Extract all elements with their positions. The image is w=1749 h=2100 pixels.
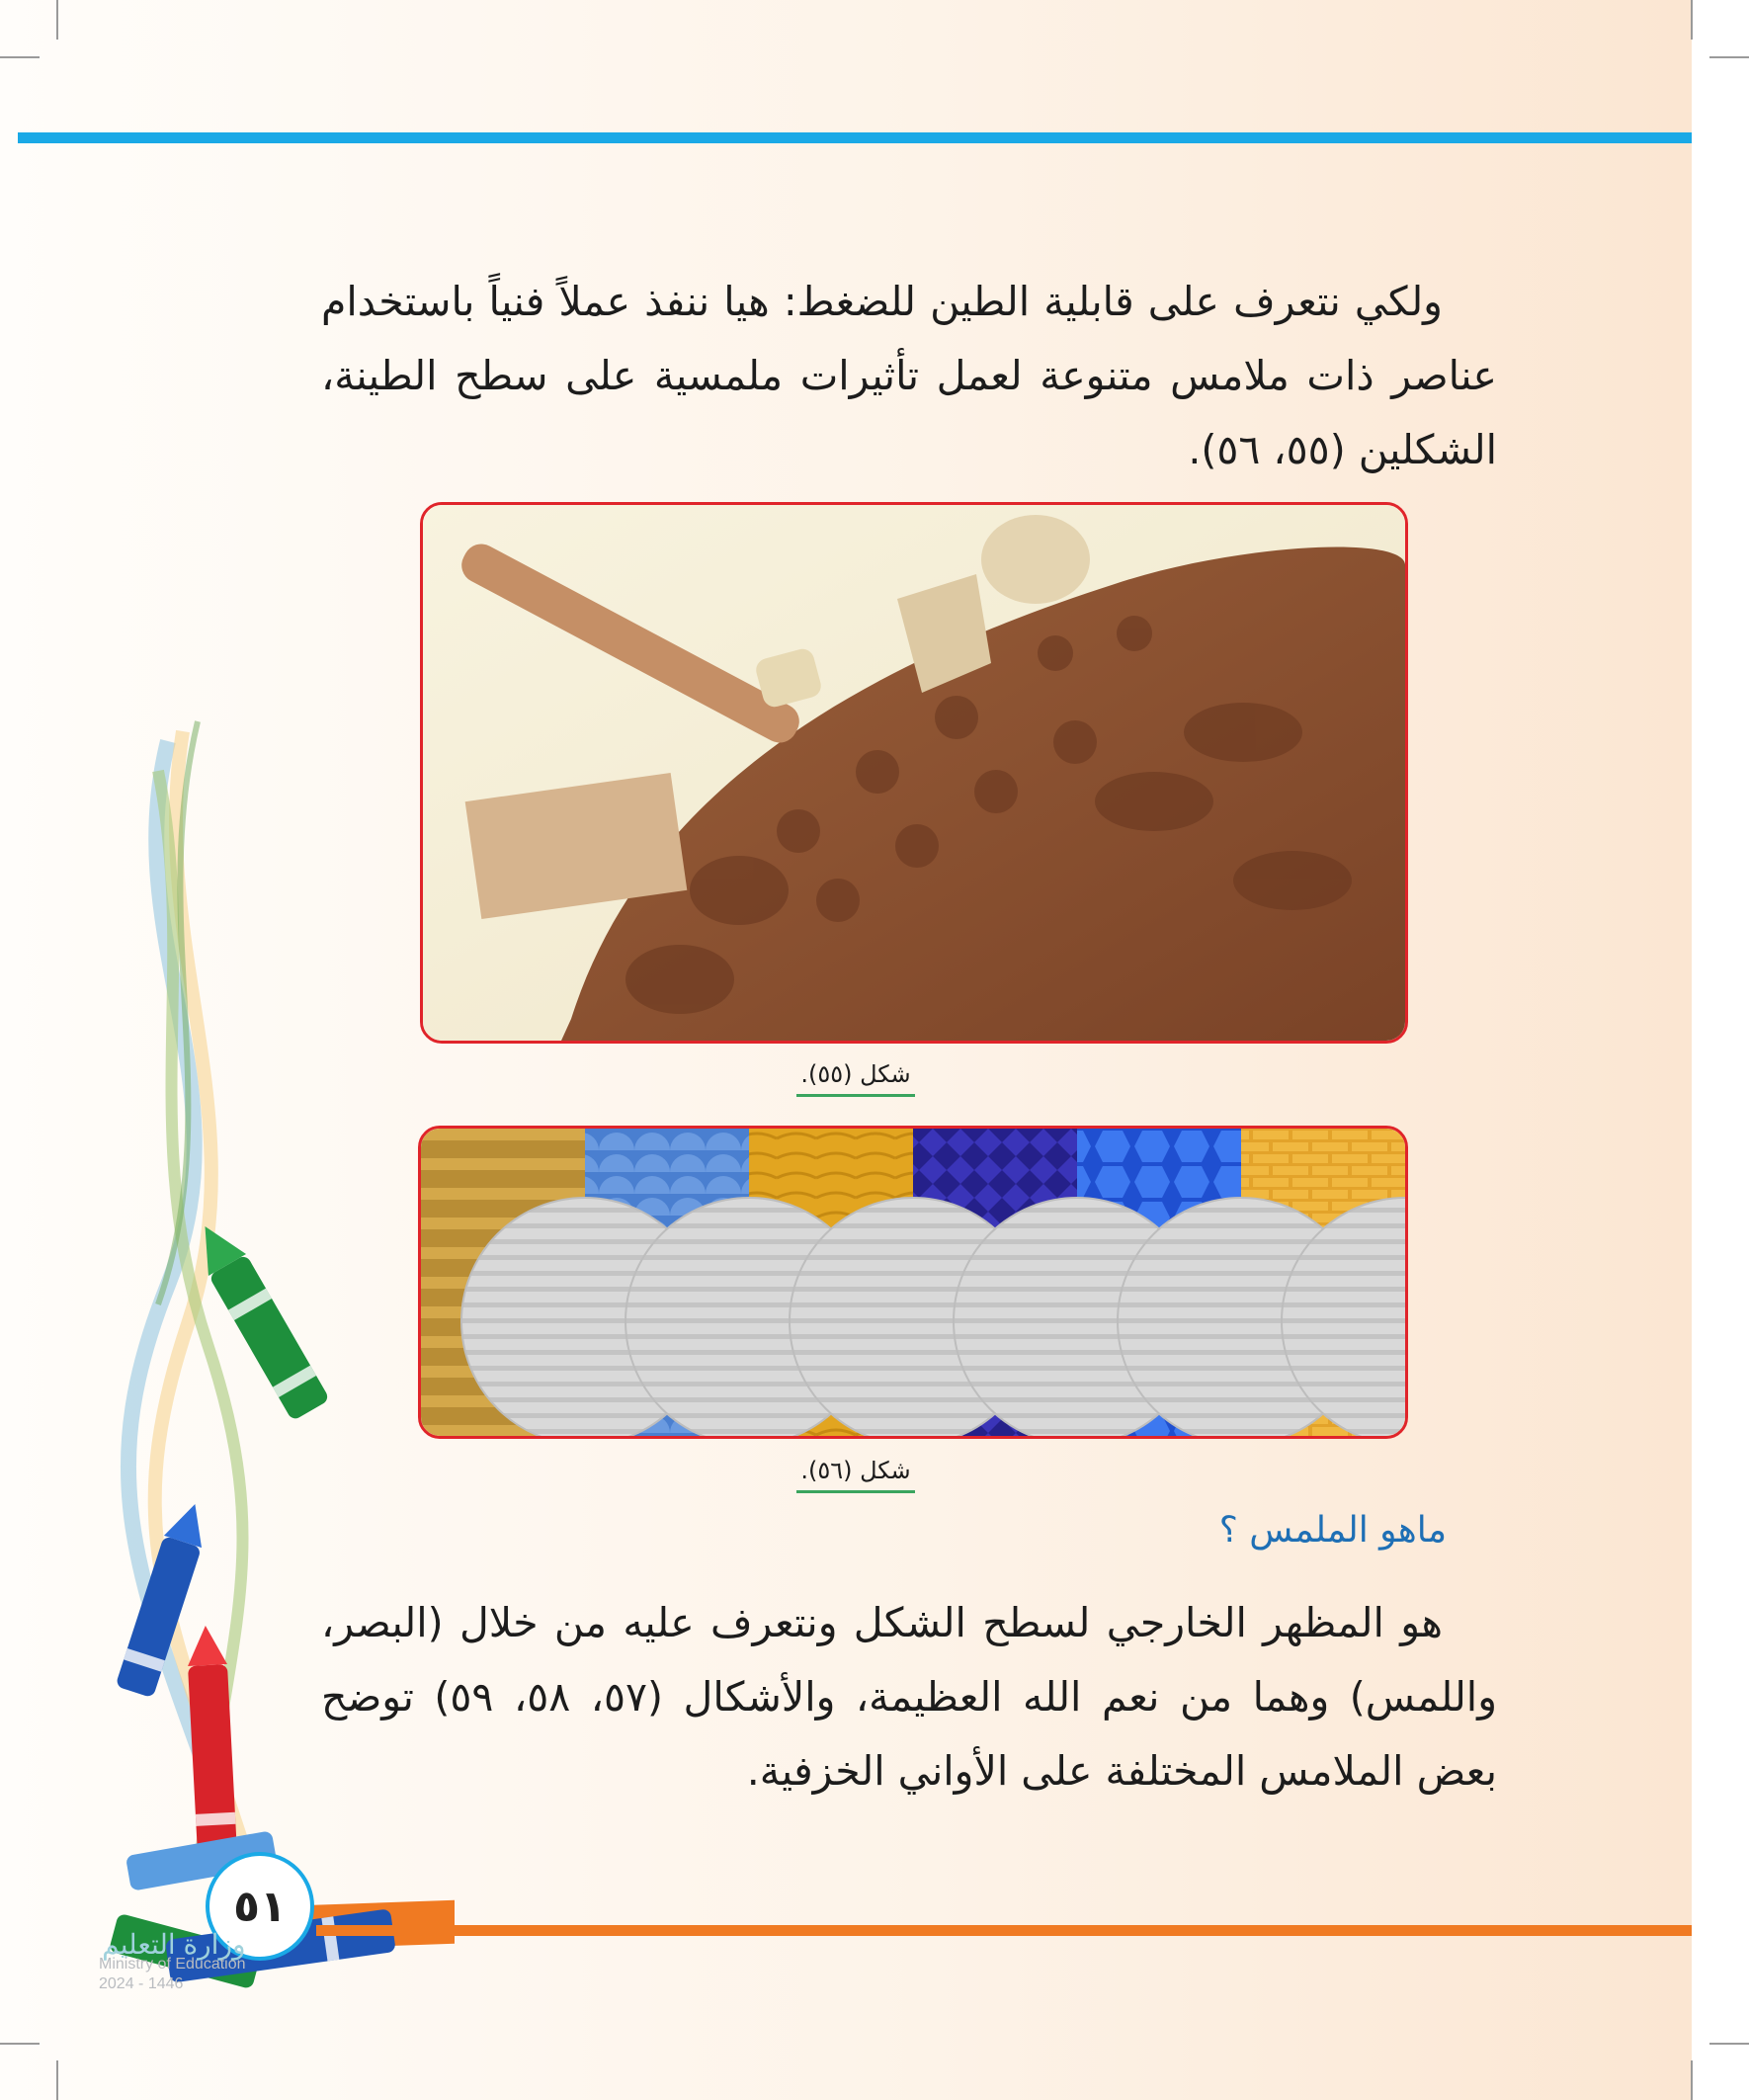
figure-55-image bbox=[420, 502, 1408, 1044]
crayon-green-icon bbox=[186, 1216, 330, 1421]
texture-paragraph-text: هو المظهر الخارجي لسطح الشكل ونتعرف عليه من خلال (البصر، واللمس) وهما من نعم الله العظيمة، والأشكال (٥٧، ٥٨، ٥٩) توضح بعض الملامس المختلفة على الأواني الخزفية. bbox=[321, 1599, 1497, 1795]
figure-56-caption: شكل (٥٦). bbox=[796, 1457, 915, 1493]
ministry-name-en: Ministry of Education bbox=[99, 1956, 246, 1973]
crop-mark bbox=[1709, 2043, 1749, 2045]
page-number-text: ٥١ bbox=[233, 1881, 287, 1932]
figure-56-image bbox=[418, 1126, 1408, 1439]
crop-mark bbox=[56, 0, 58, 40]
texture-paragraph bbox=[321, 1586, 1497, 1808]
section-heading: ماهو الملمس ؟ bbox=[1218, 1510, 1447, 1551]
bottom-rule bbox=[316, 1925, 1692, 1936]
ministry-logo bbox=[99, 1929, 246, 1994]
figure-55-caption: شكل (٥٥). bbox=[796, 1060, 915, 1097]
crop-mark bbox=[56, 2060, 58, 2100]
crayons-decoration bbox=[0, 692, 455, 2026]
intro-paragraph-text: ولكي نتعرف على قابلية الطين للضغط: هيا ننفذ عملاً فنياً باستخدام عناصر ذات ملامس متنوعة لعمل تأثيرات ملمسية على سطح الطينة، الشكلين (٥٥، ٥٦). bbox=[321, 278, 1497, 473]
crop-mark bbox=[0, 56, 40, 58]
intro-paragraph bbox=[321, 265, 1497, 487]
crop-mark bbox=[1691, 2060, 1693, 2100]
crop-mark bbox=[1709, 56, 1749, 58]
edition-year: 2024 - 1446 bbox=[99, 1975, 184, 1992]
ministry-logo-arabic: وزارة التعليم bbox=[102, 1929, 246, 1960]
crop-mark bbox=[1691, 0, 1693, 40]
top-rule bbox=[18, 132, 1692, 143]
crop-mark bbox=[0, 2043, 40, 2045]
